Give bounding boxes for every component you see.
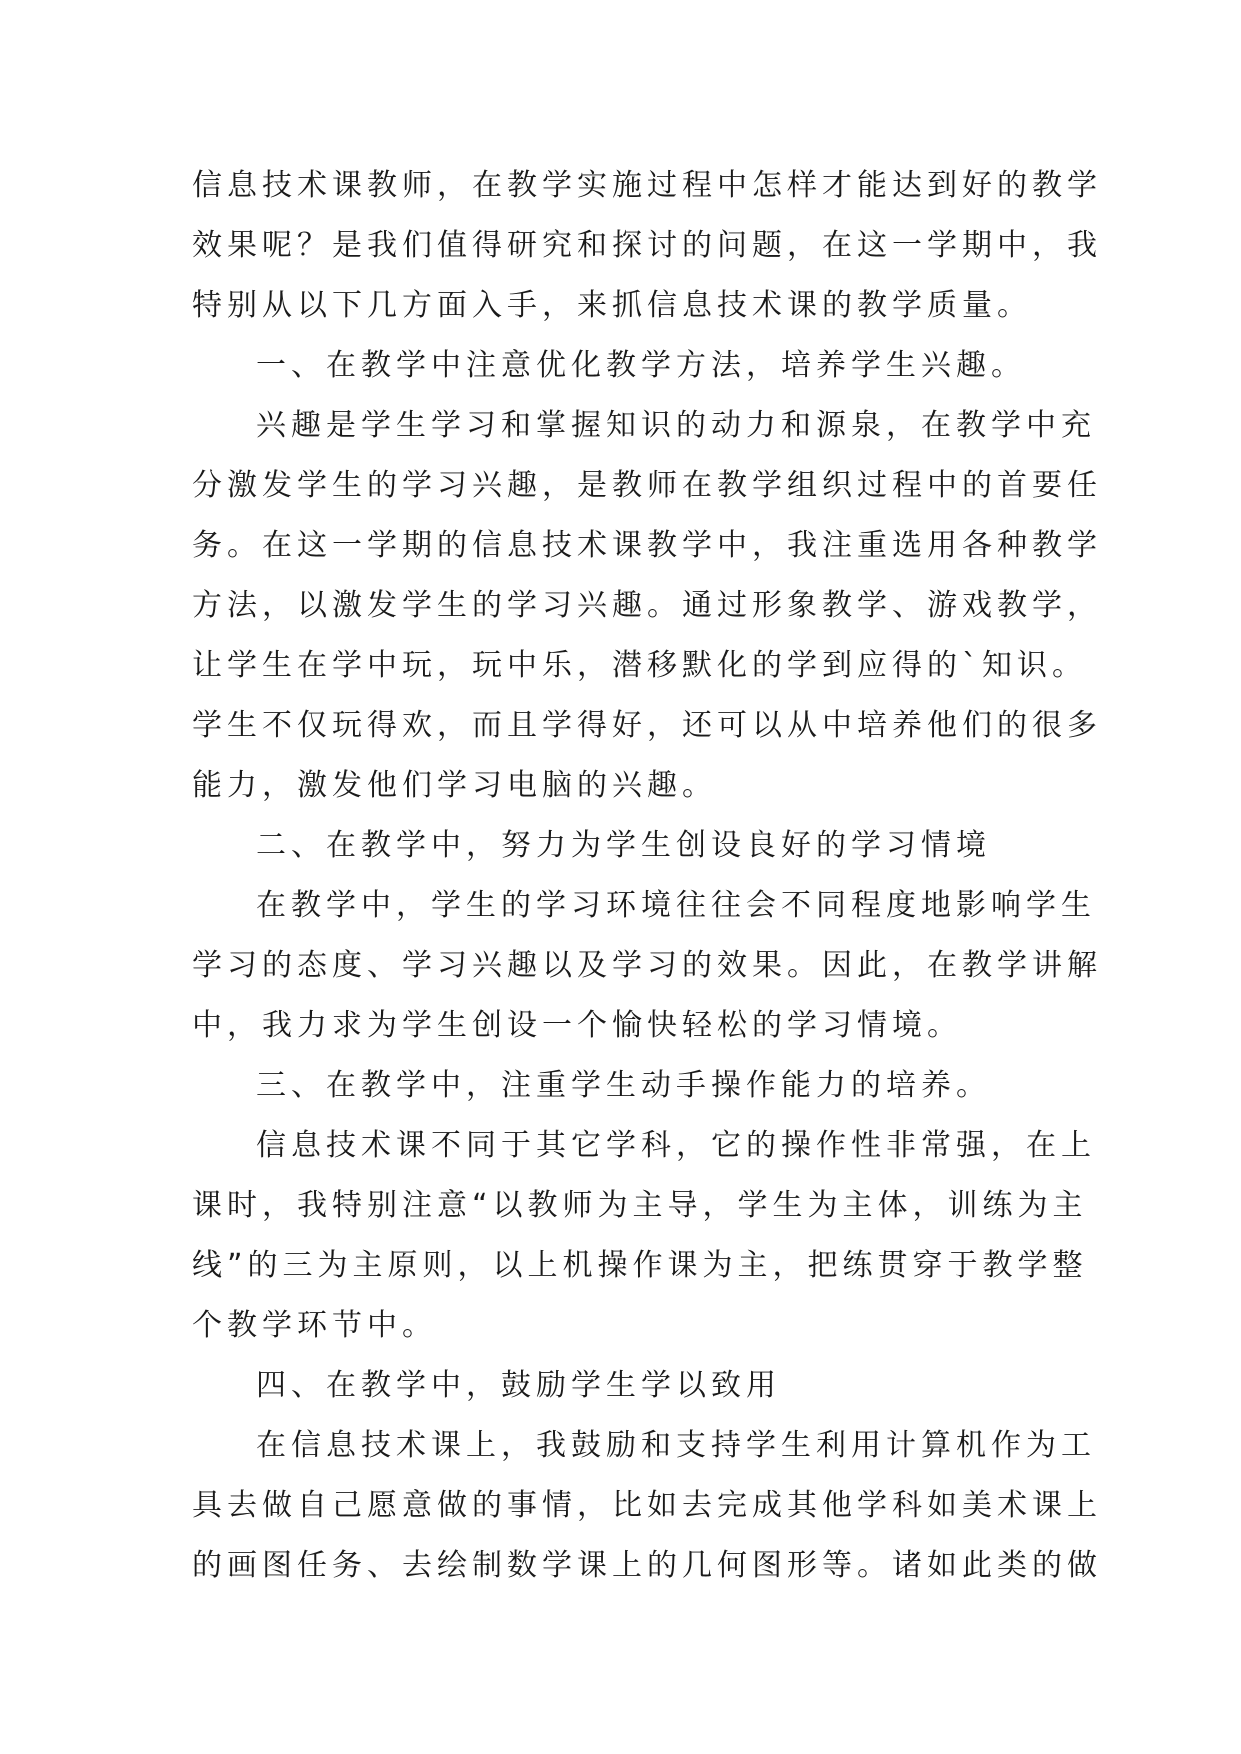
text-line: 学习的态度、学习兴趣以及学习的效果。因此，在教学讲解: [192, 948, 1102, 983]
text-line: 方法，以激发学生的学习兴趣。通过形象教学、游戏教学，: [192, 588, 1102, 623]
text-line: 具去做自己愿意做的事情，比如去完成其他学科如美术课上: [192, 1488, 1102, 1523]
text-line: 务。在这一学期的信息技术课教学中，我注重选用各种教学: [192, 528, 1102, 563]
text-line: 线”的三为主原则，以上机操作课为主，把练贯穿于教学整: [192, 1248, 1088, 1283]
text-line: 效果呢？是我们值得研究和探讨的问题，在这一学期中，我: [192, 228, 1102, 263]
text-line: 让学生在学中玩，玩中乐，潜移默化的学到应得的`知识。: [192, 648, 1087, 683]
text-line: 中，我力求为学生创设一个愉快轻松的学习情境。: [192, 1008, 962, 1043]
text-line: 分激发学生的学习兴趣，是教师在教学组织过程中的首要任: [192, 468, 1102, 503]
text-line: 的画图任务、去绘制数学课上的几何图形等。诸如此类的做: [192, 1548, 1102, 1583]
text-line: 信息技术课教师，在教学实施过程中怎样才能达到好的教学: [192, 168, 1102, 203]
text-line: 课时，我特别注意“以教师为主导，学生为主体，训练为主: [192, 1188, 1088, 1223]
paragraph-first-line: 三、在教学中，注重学生动手操作能力的培养。: [256, 1068, 991, 1103]
paragraph-first-line: 在信息技术课上，我鼓励和支持学生利用计算机作为工: [256, 1428, 1096, 1463]
paragraph-first-line: 信息技术课不同于其它学科，它的操作性非常强，在上: [256, 1128, 1096, 1163]
paragraph-first-line: 四、在教学中，鼓励学生学以致用: [256, 1368, 781, 1403]
paragraph-first-line: 一、在教学中注意优化教学方法，培养学生兴趣。: [256, 348, 1026, 383]
text-line: 个教学环节中。: [192, 1308, 437, 1343]
text-line: 学生不仅玩得欢，而且学得好，还可以从中培养他们的很多: [192, 708, 1102, 743]
text-line: 能力，激发他们学习电脑的兴趣。: [192, 768, 717, 803]
text-line: 特别从以下几方面入手，来抓信息技术课的教学质量。: [192, 288, 1032, 323]
document-body: [192, 156, 1102, 1596]
paragraph-first-line: 兴趣是学生学习和掌握知识的动力和源泉，在教学中充: [256, 408, 1096, 443]
paragraph-first-line: 在教学中，学生的学习环境往往会不同程度地影响学生: [256, 888, 1096, 923]
paragraph-first-line: 二、在教学中，努力为学生创设良好的学习情境: [256, 828, 991, 863]
